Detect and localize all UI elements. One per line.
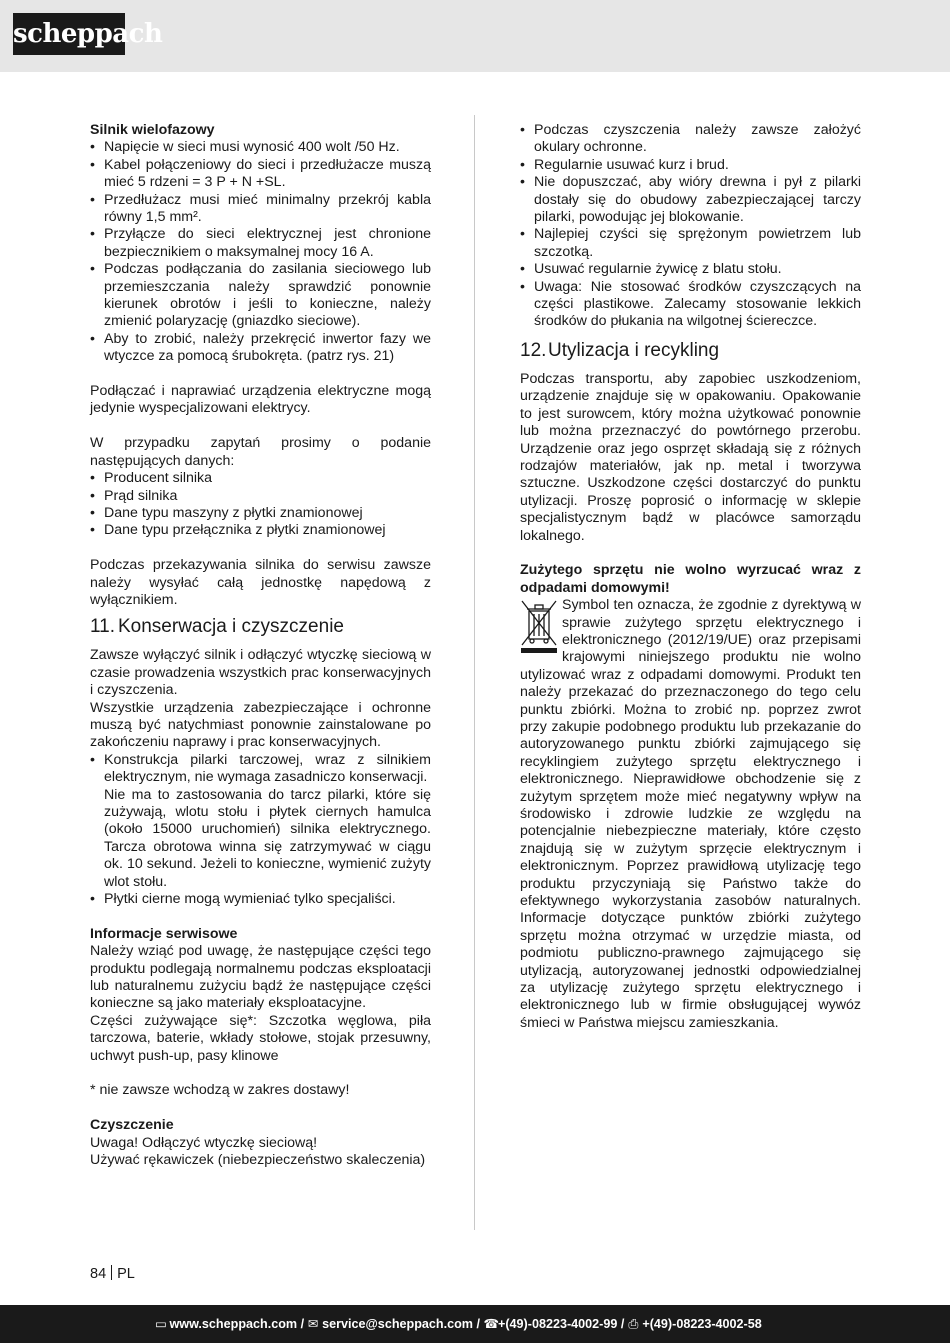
section-11-heading — [90, 609, 431, 647]
paragraph: Uwaga! Odłączyć wtyczkę sieciową! — [90, 1134, 318, 1151]
paragraph: Używać rękawiczek (niebezpieczeństwo skaleczenia) — [90, 1152, 426, 1169]
list-item: • Producent silnika — [90, 470, 431, 487]
list-item: • Kabel połączeniowy do sieci i przedłużacze muszą mieć 5 rdzeni = 3 P + N +SL. — [90, 157, 431, 192]
mail-icon: ✉ — [307, 1317, 319, 1331]
page-footer-number — [90, 1265, 135, 1282]
paragraph: Wszystkie urządzenia zabezpieczające i ochronne muszą być natychmiast ponownie zainstalowane po zakończeniu naprawy i prac konserwacyjnych. — [90, 699, 431, 751]
fax-number: +(49)-08223-4002-58 — [642, 1317, 762, 1331]
crossed-bin-icon — [520, 599, 558, 655]
computer-icon: ▭ — [155, 1317, 167, 1331]
list-item: • Dane typu przełącznika z płytki znamionowej — [90, 522, 431, 539]
language-code: PL — [117, 1266, 135, 1282]
brand-logo: scheppach — [13, 13, 125, 55]
contact-bar — [0, 1305, 950, 1343]
inquiry-intro: W przypadku zapytań prosimy o podanie następujących danych: — [90, 435, 431, 469]
cleaning-list — [520, 122, 861, 331]
list-item: • Usuwać regularnie żywicę z blatu stołu. — [520, 261, 861, 278]
phone-icon: ☎ — [483, 1317, 500, 1331]
motor-list — [90, 139, 431, 365]
website-link[interactable]: www.scheppach.com / — [169, 1317, 305, 1331]
service-heading: Informacje serwisowe — [90, 925, 238, 942]
footnote: * nie zawsze wchodzą w zakres dostawy! — [90, 1082, 350, 1099]
motor-heading: Silnik wielofazowy — [90, 122, 215, 138]
list-item: • Przedłużacz musi mieć minimalny przekrój kabla równy 1,5 mm². — [90, 192, 431, 227]
list-item: • Aby to zrobić, należy przekręcić inwertor fazy we wtyczce za pomocą śrubokręta. (patrz rys. 21) — [90, 331, 431, 366]
section-number: 11. — [90, 616, 116, 638]
paragraph: Części zużywające się*: Szczotka węglowa, piła tarczowa, baterie, wkłady stołowe, stojak przesuwny, uchwyt push-up, pasy klinowe — [90, 1012, 431, 1064]
cleaning-heading: Czyszczenie — [90, 1117, 174, 1134]
list-item: • Dane typu maszyny z płytki znamionowej — [90, 505, 431, 522]
list-item: • Uwaga: Nie stosować środków czyszczących na części plastikowe. Zalecamy stosowanie lekkich środków do płukania na wilgotnej ściereczce. — [520, 279, 861, 331]
list-item: • Podczas czyszczenia należy zawsze założyć okulary ochronne. — [520, 122, 861, 157]
right-column — [520, 122, 861, 1032]
page-number: 84 — [90, 1266, 107, 1282]
weee-block — [520, 597, 861, 1032]
email-link[interactable]: service@scheppach.com / — [322, 1317, 480, 1331]
paragraph: Podczas transportu, aby zapobiec uszkodzeniom, urządzenie znajduje się w opakowaniu. Opakowanie to jest surowcem, który można użytkować ponownie lub można przeznaczyć do powtórnego przerobu. Urządzenie oraz jego osprzęt składają się z różnych rodzajów materiałów, jak np. metal i tworzywa sztuczne. Uszkodzone części dostarczyć do punktu utylizacji. Proszę poprosić o informację w sklepie specjalistycznym bądź w placówce samorządu lokalnego. — [520, 370, 861, 544]
header-bar — [0, 0, 950, 72]
list-item: • Płytki cierne mogą wymieniać tylko specjaliści. — [90, 891, 431, 908]
list-item: • Napięcie w sieci musi wynosić 400 wolt /50 Hz. — [90, 139, 431, 156]
section-title: Konserwacja i czyszczenie — [118, 616, 344, 638]
phone-number: +(49)-08223-4002-99 / — [498, 1317, 625, 1331]
list-item: • Prąd silnika — [90, 488, 431, 505]
column-divider — [474, 115, 475, 1230]
maintenance-list — [90, 752, 431, 909]
paragraph: Należy wziąć pod uwagę, że następujące części tego produktu podlegają normalnemu podczas eksploatacji lub naturalnemu zużyciu bądź że następujące części konieczne są jako materiały eksploatacyjne. — [90, 943, 431, 1012]
list-item: • Regularnie usuwać kurz i brud. — [520, 157, 861, 174]
list-item: • Konstrukcja pilarki tarczowej, wraz z silnikiem elektrycznym, nie wymaga zasadniczo konserwacji. — [90, 752, 431, 787]
repair-note: Podłączać i naprawiać urządzenia elektryczne mogą jedynie wyspecjalizowani elektrycy. — [90, 383, 431, 417]
weee-text: Symbol ten oznacza, że zgodnie z dyrektywą w sprawie zużytego sprzętu elektrycznego i elektronicznego (2012/19/UE) oraz przepisami krajowymi niniejszego produktu nie wolno utylizować wraz z odpadami domowymi. Produkt ten należy przekazać do przeznaczonego do tego celu punktu zbiórki. Można to zrobić np. poprzez zwrot przy zakupie podobnego produktu lub przekazanie do autoryzowanego punktu zbiórki zajmującego się recyklingiem zużytego sprzętu elektrycznego i elektronicznego. Nieprawidłowe obchodzenie się z zużytym sprzętem może mieć negatywny wpływ na środowisko i zdrowie ludzkie ze względu na potencjalnie niebezpieczne materiały, które często znajdują się w zużytym sprzęcie elektrycznym i elektronicznym. Poprzez prawidłową utylizację tego produktu przyczyniają się Państwo także do efektywnego wykorzystania zasobów naturalnych. Informacje dotyczące punktów zbiórki zużytego sprzętu można otrzymać w urzędzie miasta, od podmiotu publiczno-prawnego zajmującego się utylizacją, autoryzowanej jednostki odpowiedzialnej za utylizację zużytego sprzętu elektrycznego i elektronicznego lub w firmie obsługującej wywóz śmieci w Państwa miejscu zamieszkania. — [520, 597, 861, 1031]
inquiry-list — [90, 470, 431, 540]
section-number: 12. — [520, 339, 547, 361]
paragraph: Zawsze wyłączyć silnik i odłączyć wtyczkę sieciową w czasie prowadzenia wszystkich prac konserwacyjnych i czyszczenia. — [90, 647, 431, 699]
list-item: • Podczas podłączania do zasilania sieciowego lub przemieszczania należy sprawdzić ponownie kierunek obrotów i jeśli to konieczne, należy zmienić polaryzację (gniazdko sieciowe). — [90, 261, 431, 331]
list-item: • Najlepiej czyści się sprężonym powietrzem lub szczotką. — [520, 226, 861, 261]
list-item-continuation: Nie ma to zastosowania do tarcz pilarki, które się zużywają, wlotu stołu i płytek ciernych hamulca (około 15000 uruchomień) silnika elektrycznego. Tarcza obrotowa winna się zatrzymywać w ciągu ok. 10 sekund. Jeżeli to konieczne, wymienić zużyty wlot stołu. — [104, 786, 431, 890]
service-send-note: Podczas przekazywania silnika do serwisu zawsze należy wysyłać całą jednostkę napędową z wyłącznikiem. — [90, 557, 431, 608]
list-item: • Nie dopuszczać, aby wióry drewna i pył z pilarki dostały się do obudowy zabezpieczającej tarczy pilarki, powodując jej blokowanie. — [520, 174, 861, 226]
list-item: • Przyłącze do sieci elektrycznej jest chronione bezpiecznikiem o maksymalnej mocy 16 A. — [90, 226, 431, 261]
separator — [111, 1265, 112, 1280]
section-12-heading — [520, 331, 861, 371]
weee-heading: Zużytego sprzętu nie wolno wyrzucać wraz z odpadami domowymi! — [520, 562, 861, 596]
section-title: Utylizacja i recykling — [548, 339, 720, 361]
left-column — [90, 122, 431, 1169]
fax-icon: ⎙ — [628, 1317, 639, 1331]
